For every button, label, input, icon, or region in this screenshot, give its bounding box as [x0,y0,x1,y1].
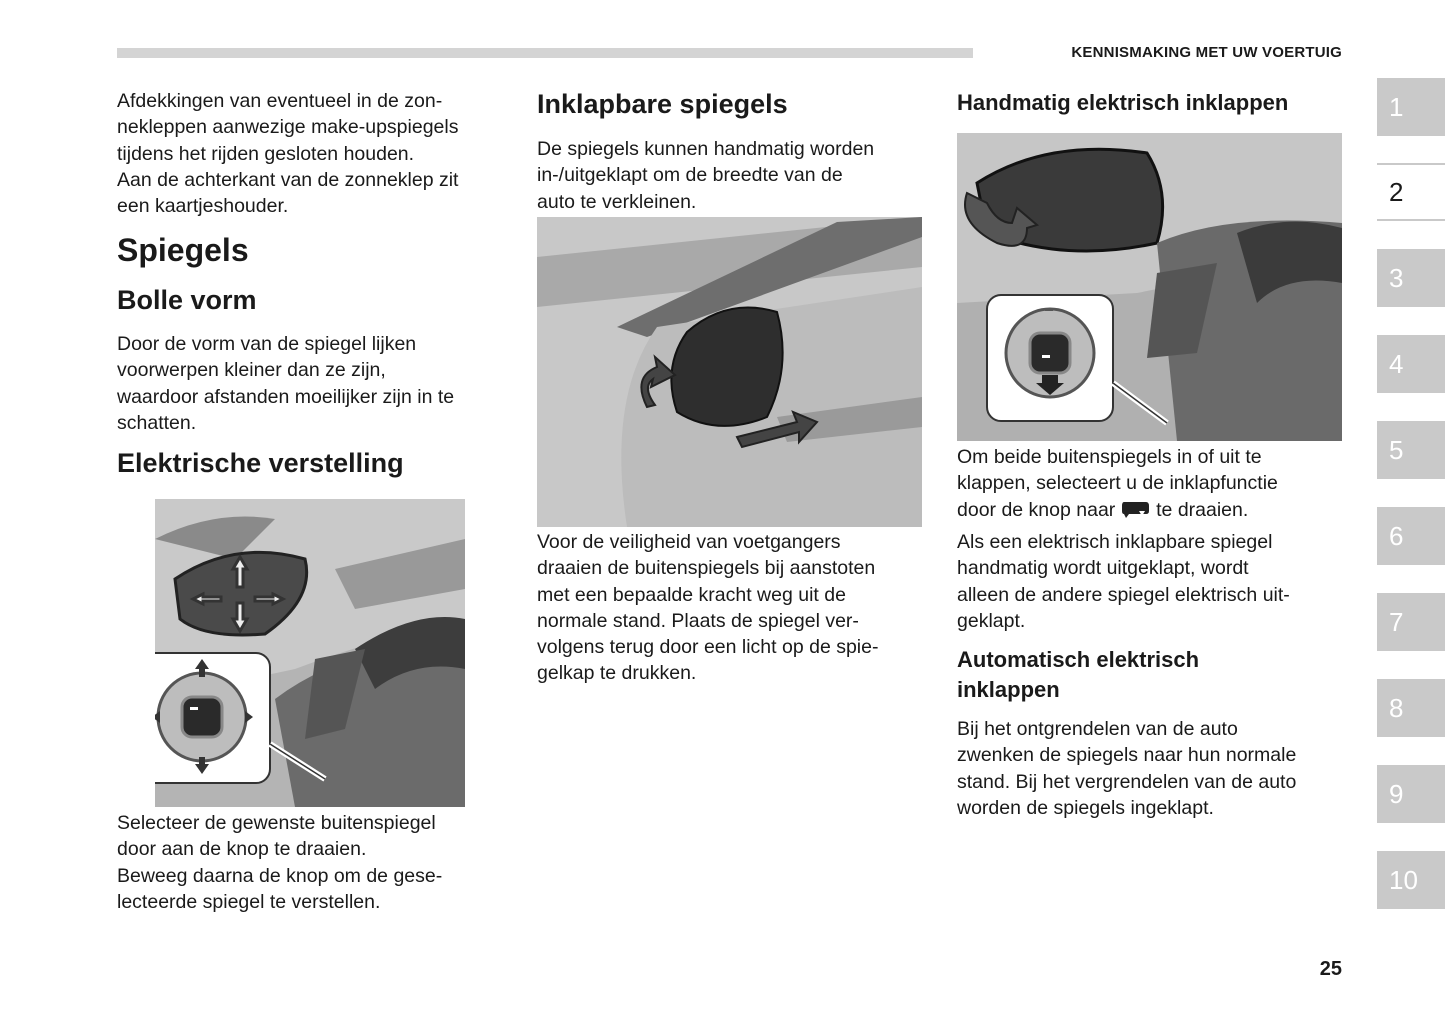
chapter-tab-3[interactable]: 3 [1377,249,1445,307]
chapter-tab-2[interactable]: 2 [1377,163,1445,221]
heading-bolle-vorm: Bolle vorm [117,285,257,315]
paragraph-handmatig-uitgeklapt: Als een elektrisch inklapbare spiegel handmatig wordt uitgeklapt, wordt alleen de andere spiegel elektrisch uit- geklapt. [957,531,1290,632]
chapter-tab-7[interactable]: 7 [1377,593,1445,651]
chapter-tab-10[interactable]: 10 [1377,851,1445,909]
chapter-tab-8[interactable]: 8 [1377,679,1445,737]
section-title: KENNISMAKING MET UW VOERTUIG [1071,44,1342,61]
heading-inklapbare-spiegels: Inklapbare spiegels [537,89,788,119]
paragraph-elektrische-verstelling: Selecteer de gewenste buitenspiegel door aan de knop te draaien. Beweeg daarna de knop om de gese- lecteerde spiegel te verstellen. [117,812,443,913]
page-number: 25 [1319,958,1342,980]
paragraph-inklapbare-spiegels: De spiegels kunnen handmatig worden in-/uitgeklapt om de breedte van de auto te verkleinen. [537,138,875,213]
heading-handmatig-elektrisch-inklappen: Handmatig elektrisch inklappen [957,90,1289,115]
mirror-fold-icon [1121,500,1151,520]
heading-automatisch-elektrisch-inklappen: Automatisch elektrisch inklappen [957,647,1200,702]
chapter-tab-6[interactable]: 6 [1377,507,1445,565]
heading-spiegels: Spiegels [117,232,249,268]
paragraph-veiligheid-voetgangers: Voor de veiligheid van voetgangers draaien de buitenspiegels bij aanstoten met een bepaalde kracht weg uit de normale stand. Plaats de spiegel ver- volgens terug door een licht op de spie- gelkap te drukken. [537,531,879,685]
chapter-tab-5[interactable]: 5 [1377,421,1445,479]
figure-folding-mirror [537,217,922,527]
chapter-tab-9[interactable]: 9 [1377,765,1445,823]
header-bar [117,48,973,58]
chapter-tab-4[interactable]: 4 [1377,335,1445,393]
chapter-tab-1[interactable]: 1 [1377,78,1445,136]
figure-mirror-adjustment [155,499,465,807]
paragraph-bolle-vorm: Door de vorm van de spiegel lijken voorwerpen kleiner dan ze zijn, waardoor afstanden moeilijker zijn in te schatten. [117,333,455,434]
figure-fold-control [957,133,1342,441]
mirror-adjustment-illustration [155,499,465,807]
paragraph-automatisch: Bij het ontgrendelen van de auto zwenken de spiegels naar hun normale stand. Bij het vergrendelen van de auto worden de spiegels ingeklapt. [957,718,1297,819]
fold-control-illustration [957,133,1342,441]
intro-paragraph: Afdekkingen van eventueel in de zon- nekleppen aanwezige make-upspiegels tijdens het rijden gesloten houden. Aan de achterkant van de zonneklep zit een kaartjeshouder. [117,90,459,218]
folding-mirror-illustration [537,217,922,527]
paragraph-handmatig-a: Om beide buitenspiegels in of uit te klappen, selecteert u de inklapfunctie door de knop naar te draaien. [957,446,1278,521]
heading-elektrische-verstelling: Elektrische verstelling [117,448,404,478]
